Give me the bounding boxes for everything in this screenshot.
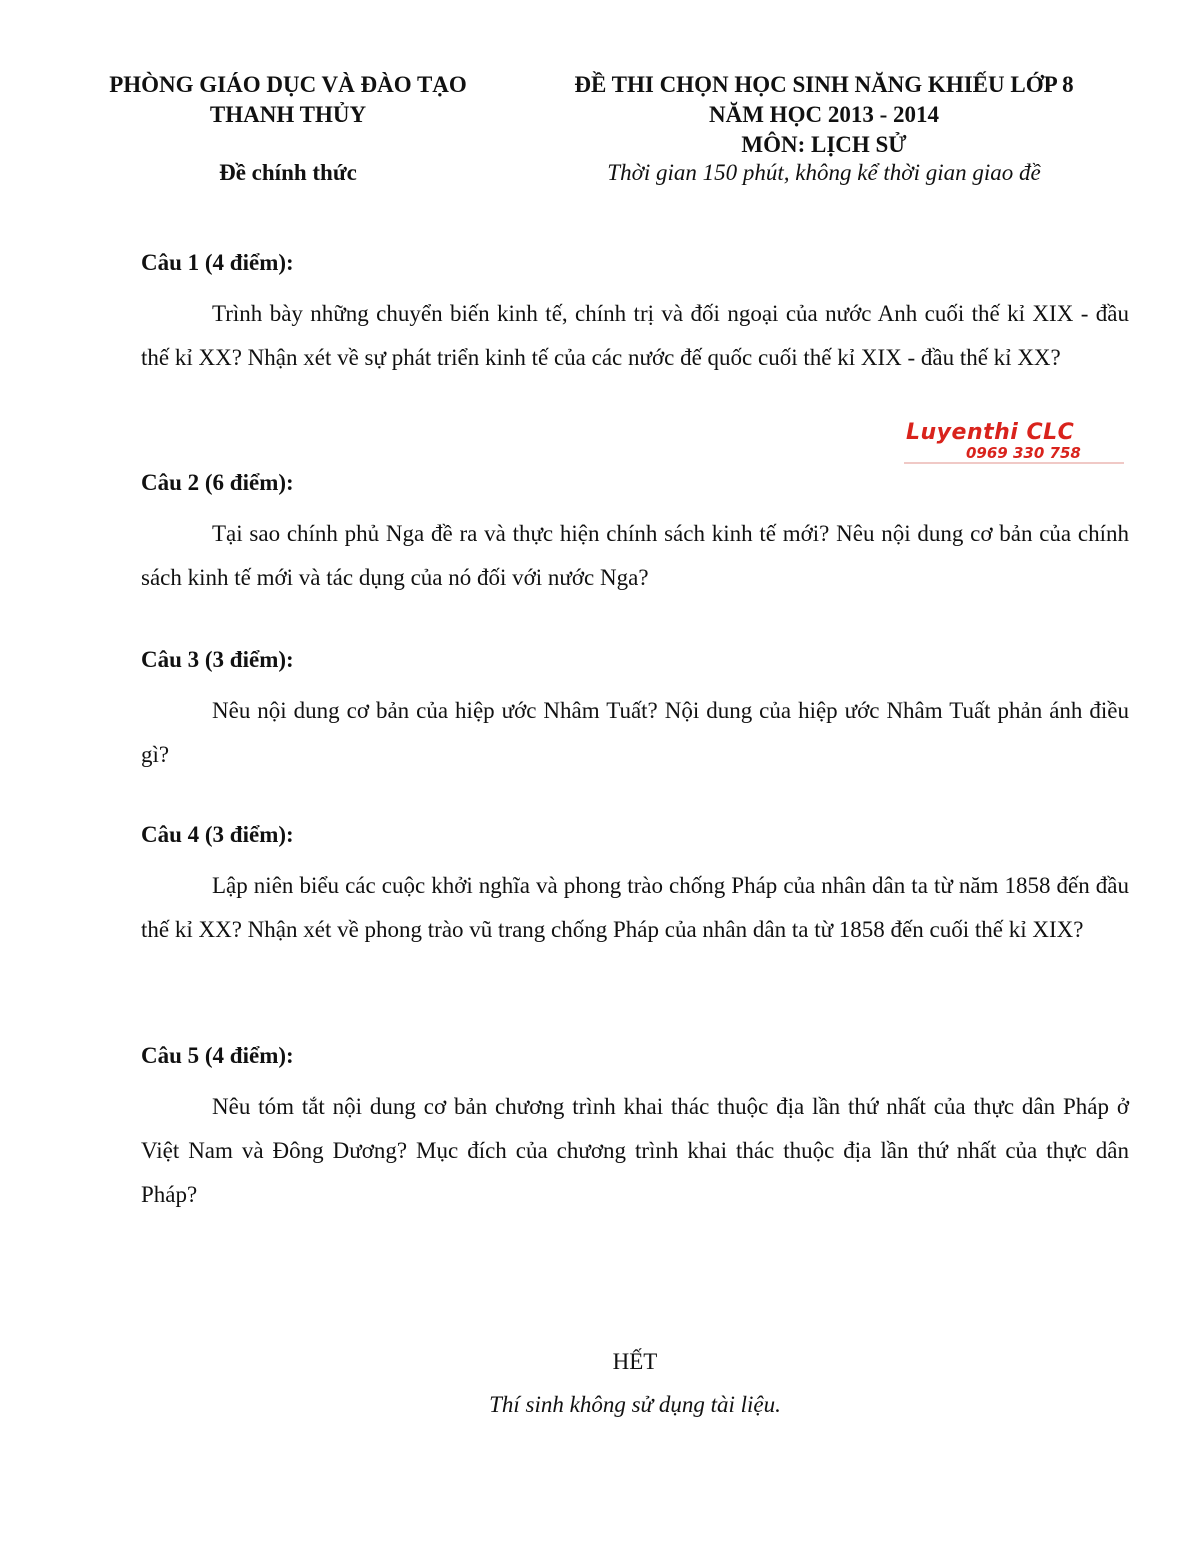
- question-title: Câu 5 (4 điểm):: [141, 1043, 294, 1068]
- exam-title: ĐỀ THI CHỌN HỌC SINH NĂNG KHIẾU LỚP 8: [574, 72, 1074, 97]
- question-1: [141, 248, 1129, 380]
- end-mark: HẾT: [612, 1349, 658, 1374]
- question-title: Câu 4 (3 điểm):: [141, 822, 294, 847]
- district-name: THANH THỦY: [209, 102, 367, 127]
- school-year: NĂM HỌC 2013 - 2014: [709, 102, 939, 127]
- official-label: Đề chính thức: [219, 160, 357, 185]
- candidate-note: Thí sinh không sử dụng tài liệu.: [489, 1392, 781, 1417]
- issuer-block: [70, 70, 506, 130]
- question-2: [141, 468, 1129, 600]
- question-body: Nêu nội dung cơ bản của hiệp ước Nhâm Tuất? Nội dung của hiệp ước Nhâm Tuất phản ánh điều gì?: [141, 698, 1129, 767]
- question-body: Tại sao chính phủ Nga đề ra và thực hiện chính sách kinh tế mới? Nêu nội dung cơ bản của chính sách kinh tế mới và tác dụng của nó đối với nước Nga?: [141, 521, 1129, 590]
- watermark-phone: 0969 330 758: [966, 444, 1081, 462]
- question-body: Trình bày những chuyển biến kinh tế, chính trị và đối ngoại của nước Anh cuối thế kỉ XIX - đầu thế kỉ XX? Nhận xét về sự phát triển kinh tế của các nước đế quốc cuối thế kỉ XIX - đầu thế kỉ XX?: [141, 301, 1129, 370]
- exam-info-block: [518, 70, 1130, 160]
- watermark-logo: [900, 420, 1130, 468]
- question-title: Câu 3 (3 điểm):: [141, 647, 294, 672]
- subject-name: MÔN: LỊCH SỬ: [741, 132, 907, 157]
- question-4: [141, 820, 1129, 952]
- department-name: PHÒNG GIÁO DỤC VÀ ĐÀO TẠO: [109, 72, 467, 97]
- exam-duration: Thời gian 150 phút, không kể thời gian giao đề: [607, 160, 1041, 185]
- question-title: Câu 2 (6 điểm):: [141, 470, 294, 495]
- watermark-underline: [904, 462, 1124, 464]
- question-body: Lập niên biểu các cuộc khởi nghĩa và phong trào chống Pháp của nhân dân ta từ năm 1858 đến đầu thế kỉ XX? Nhận xét về phong trào vũ trang chống Pháp của nhân dân ta từ 1858 đến cuối thế kỉ XIX?: [141, 873, 1129, 942]
- watermark-brand: Luyenthi CLC: [906, 420, 1075, 445]
- question-title: Câu 1 (4 điểm):: [141, 250, 294, 275]
- question-body: Nêu tóm tắt nội dung cơ bản chương trình khai thác thuộc địa lần thứ nhất của thực dân Pháp ở Việt Nam và Đông Dương? Mục đích của chương trình khai thác thuộc địa lần thứ nhất của thực dân Pháp?: [141, 1094, 1129, 1207]
- question-5: [141, 1041, 1129, 1217]
- question-3: [141, 645, 1129, 777]
